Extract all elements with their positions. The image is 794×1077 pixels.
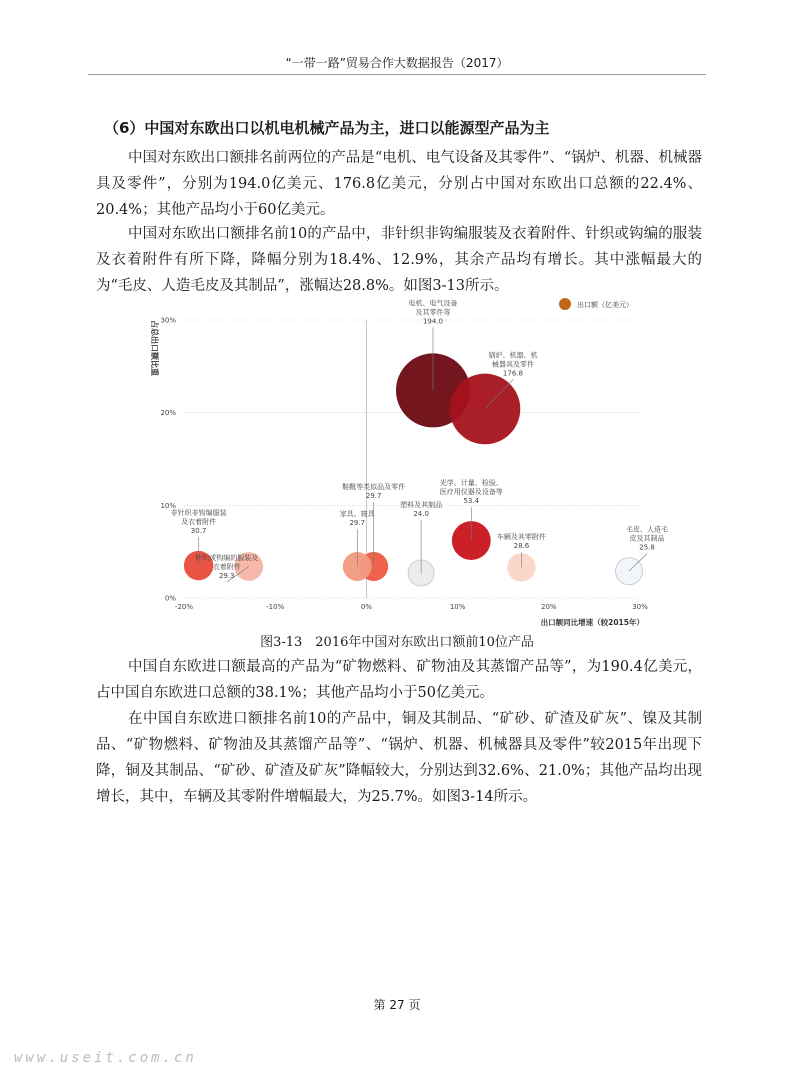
bubble-value: 24.0 [413, 509, 429, 518]
bubble-label: 衣着附件 [212, 563, 241, 572]
bubble-value: 29.7 [349, 519, 366, 528]
page-header: “一带一路”贸易合作大数据报告（2017） [285, 56, 509, 70]
bubble-value: 53.4 [463, 497, 480, 506]
bubble-label: 光学、计量、检验、 [439, 479, 503, 488]
page-number: 第 27 页 [373, 998, 421, 1012]
bubble-label: 塑料及其制品 [400, 500, 443, 509]
paragraph-3: 中国自东欧进口额最高的产品为“矿物燃料、矿物油及其蒸馏产品等”，为190.4亿美元，占中国自东欧进口总额的38.1%；其他产品均小于50亿美元。 [96, 659, 702, 701]
section-title: （6）中国对东欧出口以机电机械产品为主，进口以能源型产品为主 [104, 119, 550, 137]
bubble-label: 锅炉、机器、机 [488, 351, 538, 360]
legend-marker [559, 298, 571, 310]
x-tick-label: 20% [541, 603, 557, 611]
bubble-label: 械器具及零件 [491, 360, 534, 369]
bubble-label: 皮及其制品 [629, 534, 665, 543]
bubble-label: 电机、电气设备 [408, 299, 458, 308]
bubble-label: 车辆及其零附件 [496, 533, 546, 542]
paragraph-1: 中国对东欧出口额排名前两位的产品是“电机、电气设备及其零件”、“锅炉、机器、机械器具及零件”，分别为194.0亿美元、176.8亿美元，分别占中国对东欧出口总额的22.4%、20.4%；其他产品均小于60亿美元。 [96, 150, 702, 218]
y-tick-label: 10% [160, 501, 176, 510]
y-tick-label: 0% [164, 594, 176, 603]
bubble-value: 25.8 [639, 543, 655, 552]
bubble-value: 29.7 [365, 492, 382, 501]
paragraph-4: 在中国自东欧进口额排名前10的产品中，铜及其制品、“矿砂、矿渣及矿灰”、镍及其制品、“矿物燃料、矿物油及其蒸馏产品等”、“锅炉、机器、机械器具及零件”较2015年出现下降，铜及其制品、“矿砂、矿渣及矿灰”降幅较大，分别达到32.6%、21.0%；其他产品均出现增长，其中，车辆及其零附件增幅最大，为25.7%。如图3-14所示。 [96, 711, 702, 805]
bubble-label: 非针织非钩编服装 [170, 508, 227, 517]
figure-caption: 图3-13 2016年中国对东欧出口额前10位产品 [260, 635, 534, 650]
bubble-value: 28.6 [513, 542, 530, 551]
bubble-label: 鞋靴等类似品及零件 [342, 483, 406, 492]
bubble [450, 374, 521, 445]
bubble-label: 医疗用仪器及设备等 [439, 488, 503, 497]
x-axis-title: 出口额同比增速（较2015年） [540, 618, 644, 627]
bubble-label: 针织或钩编的服装及 [195, 554, 259, 563]
bubble-label: 毛皮、人造毛 [626, 525, 669, 534]
x-tick-label: 10% [449, 603, 466, 611]
x-tick-label: 30% [632, 603, 648, 611]
bubble-label: 及其零件等 [415, 308, 451, 317]
y-tick-label: 30% [160, 316, 176, 325]
bubble-label: 及衣着附件 [181, 517, 217, 526]
bubble-label: 家具、寝具 [339, 510, 375, 519]
watermark: www.useit.com.cn [14, 1050, 197, 1066]
paragraph-2: 中国对东欧出口额排名前10的产品中，非针织非钩编服装及衣着附件、针织或钩编的服装及衣着附件有所下降，降幅分别为18.4%、12.9%，其余产品均有增长。其中涨幅最大的为“毛皮、人造毛皮及其制品”，涨幅达28.8%。如图3-13所示。 [96, 226, 702, 294]
bubble-chart [140, 292, 669, 632]
bubble-value: 30.7 [190, 526, 207, 535]
bubble-value: 29.3 [218, 572, 235, 581]
y-axis-title: 占总出口额比重 [150, 320, 159, 376]
bubble-value: 176.8 [502, 369, 523, 378]
x-tick-label: -20% [174, 603, 194, 611]
header-rule [88, 74, 706, 75]
x-tick-label: 0% [360, 603, 372, 611]
x-tick-label: -10% [266, 603, 285, 611]
y-tick-label: 20% [160, 409, 176, 418]
bubble-value: 194.0 [422, 317, 443, 326]
legend-label: 出口额（亿美元） [577, 301, 633, 309]
